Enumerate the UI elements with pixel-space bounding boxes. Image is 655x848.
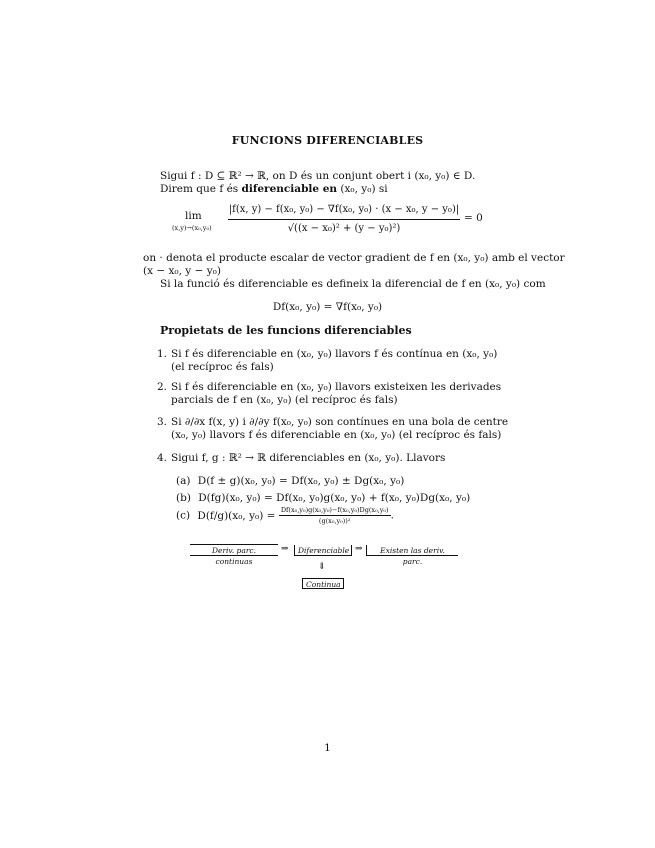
property-3	[157, 416, 517, 442]
limit-operator: lim	[185, 210, 202, 222]
subproperty-label: (c)	[176, 509, 191, 522]
property-text: Si f és diferenciable en (x₀, y₀) llavors f és contínua en (x₀, y₀) (el recíproc és fals)	[171, 348, 498, 373]
property-text: Sigui f, g : ℝ² → ℝ diferenciables en (x₀, y₀). Llavors	[171, 452, 446, 464]
box-diferenciable: Diferenciable	[294, 545, 352, 556]
limit-denominator: √((x − x₀)² + (y − y₀)²)	[287, 223, 401, 234]
subproperty-text-pre: D(f/g)(x₀, y₀) =	[197, 509, 276, 522]
property-1	[157, 348, 517, 374]
box-deriv-parc-continuas: Deriv. parc. continuas	[190, 545, 278, 556]
limit-fraction-bar	[228, 219, 460, 220]
page-title: FUNCIONS DIFERENCIABLES	[231, 134, 424, 147]
property-number: 2.	[157, 381, 168, 393]
intro-line-2-bold: diferenciable en	[241, 183, 338, 195]
implies-arrow-down: ⇓	[318, 562, 326, 572]
property-number: 3.	[157, 416, 168, 428]
implies-arrow-2: ⇒	[355, 544, 363, 554]
limit-subscript: (x,y)→(x₀,y₀)	[172, 224, 212, 232]
subproperty-label: (b)	[176, 492, 191, 504]
limit-numerator: |f(x, y) − f(x₀, y₀) − ∇f(x₀, y₀) · (x − x₀, y − y₀)|	[228, 204, 460, 215]
property-number: 4.	[157, 452, 168, 464]
subproperty-label: (a)	[176, 475, 191, 487]
intro-line-2-pre: Direm que f és	[160, 183, 242, 195]
intro-line-1: Sigui f : D ⊆ ℝ² → ℝ, on D és un conjunt obert i (x₀, y₀) ∈ D.	[160, 170, 476, 182]
subproperty-c	[176, 506, 394, 525]
subproperty-b	[176, 492, 470, 505]
after-limit-line-2: (x − x₀, y − y₀)	[143, 265, 221, 277]
differential-formula: Df(x₀, y₀) = ∇f(x₀, y₀)	[272, 301, 383, 313]
page-number: 1	[324, 742, 331, 754]
subproperty-a	[176, 475, 404, 488]
quotient-numerator: Df(x₀,y₀)g(x₀,y₀)−f(x₀,y₀)Dg(x₀,y₀)	[280, 506, 389, 514]
property-text: Si ∂/∂x f(x, y) i ∂/∂y f(x₀, y₀) son contínues en una bola de centre (x₀, y₀) llavors f és diferenciable en (x₀, y₀) (el recíproc és fals)	[171, 416, 509, 441]
subproperty-text-post: .	[390, 509, 394, 522]
section-title: Propietats de les funcions diferenciables	[160, 324, 412, 337]
property-text: Si f és diferenciable en (x₀, y₀) llavors existeixen les derivades parcials de f en (x₀, y₀) (el recíproc és fals)	[171, 381, 502, 406]
property-number: 1.	[157, 348, 168, 360]
box-existen-deriv-parc: Existen las deriv. parc.	[366, 545, 458, 556]
implies-arrow-1: ⇒	[281, 544, 289, 554]
limit-rhs: = 0	[464, 212, 483, 224]
subproperty-text: D(fg)(x₀, y₀) = Df(x₀, y₀)g(x₀, y₀) + f(x₀, y₀)Dg(x₀, y₀)	[198, 492, 471, 504]
after-limit-line-3: Si la funció és diferenciable es defineix la diferencial de f en (x₀, y₀) com	[160, 278, 546, 290]
intro-line-2	[160, 183, 388, 196]
quotient-fraction	[279, 506, 391, 525]
after-limit-line-1: on · denota el producte escalar de vector gradient de f en (x₀, y₀) amb el vector	[143, 252, 565, 264]
intro-line-2-post: (x₀, y₀) si	[337, 183, 388, 195]
quotient-denominator: (g(x₀,y₀))²	[318, 517, 351, 525]
property-4	[157, 452, 517, 465]
property-2	[157, 381, 517, 407]
box-continua: Continua	[302, 578, 344, 589]
subproperty-text: D(f ± g)(x₀, y₀) = Df(x₀, y₀) ± Dg(x₀, y₀)	[197, 475, 405, 487]
